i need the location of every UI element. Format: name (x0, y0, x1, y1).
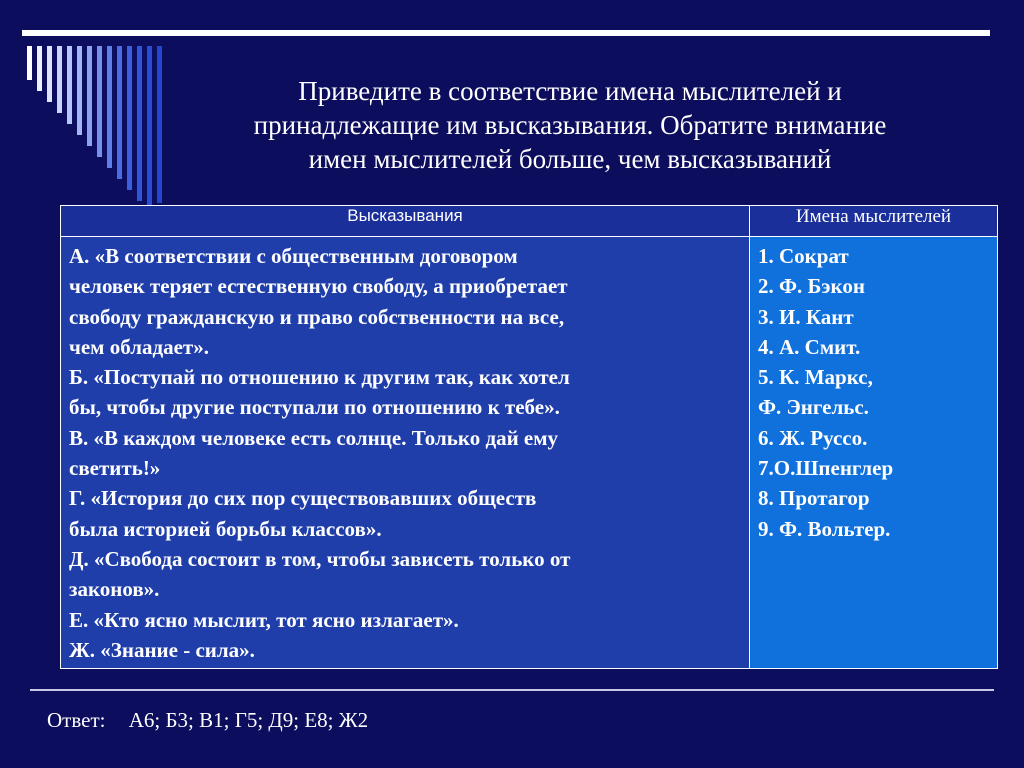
title-line: принадлежащие им высказывания. Обратите внимание (253, 110, 887, 140)
stripe (57, 46, 62, 113)
stripe (137, 46, 142, 201)
name-line: 7.О.Шпенглер (758, 456, 894, 481)
statement-line: В. «В каждом человеке есть солнце. Только дай ему (69, 425, 559, 450)
statement-line: человек теряет естественную свободу, а приобретает (69, 274, 568, 299)
name-line: 6. Ж. Руссо. (758, 425, 868, 450)
name-line: 8. Протагор (758, 486, 870, 511)
answer (47, 708, 368, 733)
statement-line: свободу гражданскую и право собственности на все, (69, 304, 565, 329)
matching-table (60, 205, 998, 669)
statement-line: чем обладает». (69, 334, 209, 359)
stripe (147, 46, 152, 212)
stripe (87, 46, 92, 146)
top-divider-line (22, 30, 990, 36)
statement-line: А. «В соответствии с общественным договором (69, 244, 518, 268)
statement-line: Г. «История до сих пор существовавших обществ (69, 486, 537, 511)
table-body-row (61, 237, 998, 669)
statement-line: светить!» (69, 456, 161, 481)
name-line: 2. Ф. Бэкон (758, 274, 865, 299)
answer-value: А6; Б3; В1; Г5; Д9; Е8; Ж2 (128, 708, 369, 732)
stripe (37, 46, 42, 91)
statements-cell (61, 237, 750, 669)
stripe (127, 46, 132, 190)
name-line: 9. Ф. Вольтер. (758, 516, 891, 541)
statement-line: Б. «Поступай по отношению к другим так, как хотел (69, 365, 570, 390)
title-line: Приведите в соответствие имена мыслителей и (298, 76, 842, 106)
name-line: 1. Сократ (758, 244, 849, 268)
header-names: Имена мыслителей (750, 206, 998, 237)
stripe (157, 46, 162, 203)
statement-line: Ж. «Знание - сила». (69, 637, 255, 662)
names-cell (750, 237, 998, 669)
stripe (107, 46, 112, 168)
slide-title (185, 74, 955, 176)
stripe (47, 46, 52, 102)
statement-line: Д. «Свобода состоит в том, чтобы зависеть только от (69, 546, 571, 571)
bottom-divider-line (30, 689, 994, 691)
statement-line: была историей борьбы классов». (69, 516, 382, 541)
name-line: 4. А. Смит. (758, 334, 861, 359)
stripe (67, 46, 72, 124)
name-line: 3. И. Кант (758, 304, 854, 329)
name-line: 5. К. Маркс, (758, 365, 873, 390)
statement-line: законов». (69, 577, 160, 602)
statement-line: Е. «Кто ясно мыслит, тот ясно излагает». (69, 607, 459, 632)
stripe (97, 46, 102, 157)
statement-line: бы, чтобы другие поступали по отношению к тебе». (69, 395, 560, 420)
stripe (27, 46, 32, 80)
title-line: имен мыслителей больше, чем высказываний (308, 144, 832, 174)
stripe (117, 46, 122, 179)
header-statements: Высказывания (61, 206, 750, 237)
name-line: Ф. Энгельс. (758, 395, 869, 420)
table-header-row (61, 206, 998, 237)
stripe (77, 46, 82, 135)
answer-label: Ответ: (47, 708, 106, 732)
